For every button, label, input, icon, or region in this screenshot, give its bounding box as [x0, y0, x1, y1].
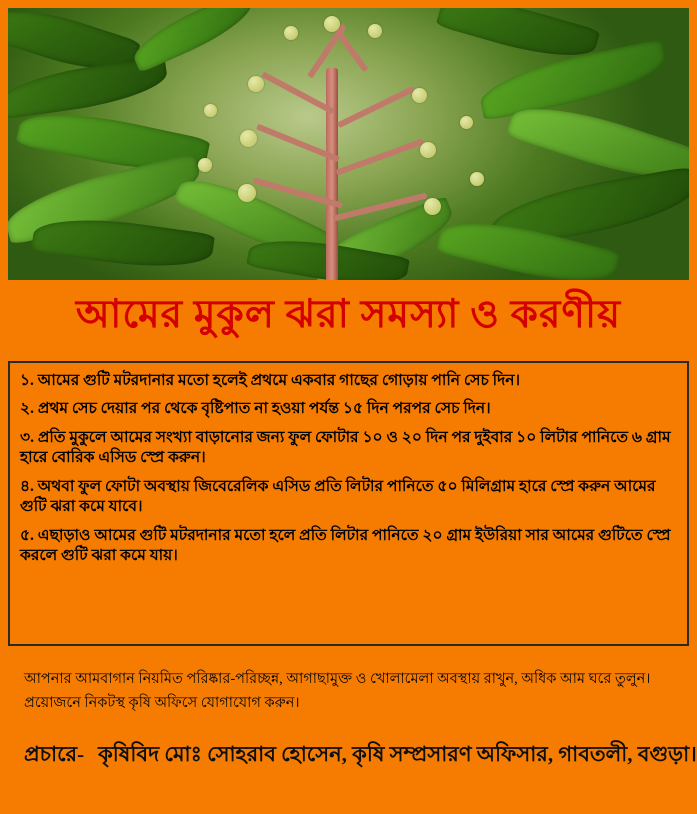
flower-bud — [324, 16, 340, 32]
flower-bud — [368, 24, 382, 38]
flower-bud — [470, 172, 484, 186]
panicle-main-stalk — [326, 68, 338, 280]
footer-note-line: প্রয়োজনে নিকটস্থ কৃষি অফিসে যোগাযোগ করুন। — [24, 695, 300, 712]
flower-bud — [204, 104, 217, 117]
flower-bud — [460, 116, 473, 129]
flower-bud — [284, 26, 298, 40]
instruction-item: ৫. এছাড়াও আমের গুটি মটরদানার মতো হলে প্রতি লিটার পানিতে ২০ গ্রাম ইউরিয়া সার আমের গুটিতে স্প্রে করলে গুটি ঝরা কমে যায়। — [20, 526, 671, 565]
promo-credit — [8, 738, 697, 773]
instruction-item: ৪. অথবা ফুল ফোটা অবস্থায় জিবেরেলিক এসিড প্রতি লিটার পানিতে ৫০ মিলিগ্রাম হারে স্প্রে করুন আমের গুটি ঝরা কমে যাবে। — [20, 477, 656, 516]
flower-bud — [198, 158, 212, 172]
instruction-item: ২. প্রথম সেচ দেয়ার পর থেকে বৃষ্টিপাত না হওয়া পর্যন্ত ১৫ দিন পরপর সেচ দিন। — [20, 400, 491, 418]
promo-label: প্রচারে- — [24, 742, 85, 766]
page-title — [0, 286, 697, 342]
flower-bud — [240, 130, 257, 147]
promo-names: কৃষিবিদ মোঃ সোহরাব হোসেন, কৃষি সম্প্রসারণ অফিসার, গাবতলী, বগুড়া। — [98, 742, 697, 766]
instruction-item: ১. আমের গুটি মটরদানার মতো হলেই প্রথমে একবার গাছের গোড়ায় পানি সেচ দিন। — [20, 372, 521, 389]
page-title-text: আমের মুকুল ঝরা সমস্যা ও করণীয় — [75, 292, 622, 336]
footer-note — [8, 668, 689, 717]
flower-bud — [238, 184, 256, 202]
flower-bud — [248, 76, 264, 92]
flower-bud — [412, 88, 427, 103]
footer-note-line: আপনার আমবাগান নিয়মিত পরিষ্কার-পরিচ্ছন্ন, আগাছামুক্ত ও খোলামেলা অবস্থায় রাখুন, অধিক আম ঘরে তুলুন। — [24, 671, 651, 687]
instructions-box — [8, 361, 689, 646]
flower-bud — [420, 142, 436, 158]
flower-bud — [424, 198, 441, 215]
instruction-item: ৩. প্রতি মুকুলে আমের সংখ্যা বাড়ানোর জন্য ফুল ফোটার ১০ ও ২০ দিন পর দুইবার ১০ লিটার পানিতে ৬ গ্রাম হারে বোরিক এসিড স্প্রে করুন। — [20, 428, 671, 467]
mango-flower-panicle-photo — [8, 8, 689, 280]
